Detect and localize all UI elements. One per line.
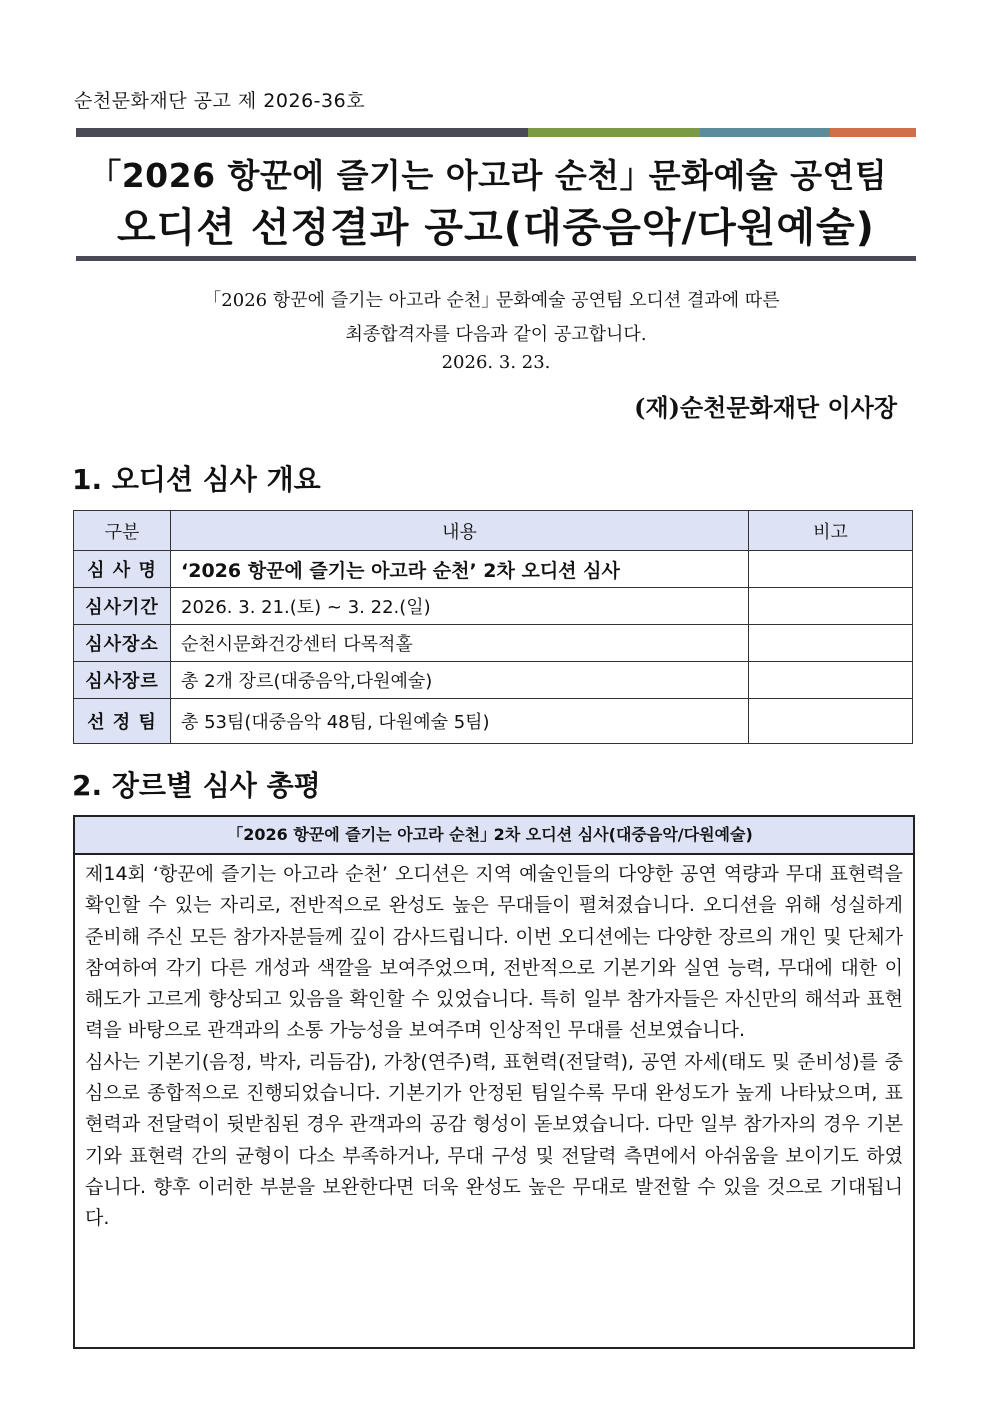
col-header-category: 구분 xyxy=(74,511,171,551)
table-header-row xyxy=(74,511,913,551)
header-color-bar xyxy=(76,128,916,137)
table-row xyxy=(74,625,913,662)
row-label: 심사기간 xyxy=(74,588,171,625)
color-bar-dark xyxy=(76,128,528,137)
intro-line2: 최종합격자를 다음과 같이 공고합니다. xyxy=(345,324,647,345)
row-label: 심 사 명 xyxy=(74,551,171,588)
row-value: 2026. 3. 21.(토) ~ 3. 22.(일) xyxy=(171,588,749,625)
color-bar-teal xyxy=(700,128,830,137)
notice-number: 순천문화재단 공고 제 2026-36호 xyxy=(74,90,366,112)
row-label: 선 정 팀 xyxy=(74,699,171,744)
row-label: 심사장소 xyxy=(74,625,171,662)
table-row xyxy=(74,662,913,699)
review-paragraph-1: 제14회 ‘항꾼에 즐기는 아고라 순천’ 오디션은 지역 예술인들의 다양한 공연 역량과 무대 표현력을 확인할 수 있는 자리로, 전반적으로 완성도 높은 무대들이 펼쳐졌습니다. 오디션을 위해 성실하게 준비해 주신 모든 참가자분들께 깊이 감사드립니다. 이번 오디션에는 다양한 장르의 개인 및 단체가 참여하여 각기 다른 개성과 색깔을 보여주었으며, 전반적으로 기본기와 실연 능력, 무대에 대한 이해도가 고르게 향상되고 있음을 확인할 수 있었습니다. 특히 일부 참가자들은 자신만의 해석과 표현력을 바탕으로 관객과의 소통 가능성을 보여주며 인상적인 무대를 선보였습니다. xyxy=(85,863,903,1042)
overview-table xyxy=(73,510,913,744)
title-divider xyxy=(76,256,916,261)
review-paragraph-2: 심사는 기본기(음정, 박자, 리듬감), 가창(연주)력, 표현력(전달력), 공연 자세(태도 및 준비성)를 중심으로 종합적으로 진행되었습니다. 기본기가 안정된 팀일수록 무대 완성도가 높게 나타났으며, 표현력과 전달력이 뒷받침된 경우 관객과의 공감 형성이 돋보였습니다. 다만 일부 참가자의 경우 기본기와 표현력 간의 균형이 다소 부족하거나, 무대 구성 및 전달력 측면에서 아쉬움을 보이기도 하였습니다. 향후 이러한 부분을 보완한다면 더욱 완성도 높은 무대로 발전할 수 있을 것으로 기대됩니다. xyxy=(85,1050,903,1230)
row-note xyxy=(749,551,913,588)
page-title-line2: 오디션 선정결과 공고(대중음악/다원예술) xyxy=(117,205,875,251)
row-value: 총 53팀(대중음악 48팀, 다원예술 5팀) xyxy=(171,699,749,744)
col-header-content: 내용 xyxy=(171,511,749,551)
notice-date: 2026. 3. 23. xyxy=(441,352,551,373)
page-title-line1: ｢2026 항꾼에 즐기는 아고라 순천｣ 문화예술 공연팀 xyxy=(104,156,888,195)
col-header-note: 비고 xyxy=(749,511,913,551)
table-row xyxy=(74,699,913,744)
row-note xyxy=(749,588,913,625)
row-note xyxy=(749,625,913,662)
review-body xyxy=(75,855,913,1235)
color-bar-green xyxy=(528,128,700,137)
signature: (재)순천문화재단 이사장 xyxy=(634,393,897,422)
table-row xyxy=(74,588,913,625)
review-box xyxy=(73,815,915,1349)
row-value: 순천시문화건강센터 다목적홀 xyxy=(171,625,749,662)
section2-heading: 2. 장르별 심사 총평 xyxy=(72,769,321,802)
section1-heading: 1. 오디션 심사 개요 xyxy=(72,463,321,496)
row-value: 총 2개 장르(대중음악,다원예술) xyxy=(171,662,749,699)
intro-line1: ｢2026 항꾼에 즐기는 아고라 순천｣ 문화예술 공연팀 오디션 결과에 따른 xyxy=(212,290,780,311)
row-note xyxy=(749,699,913,744)
color-bar-orange xyxy=(830,128,916,137)
row-label: 심사장르 xyxy=(74,662,171,699)
review-box-title: ｢2026 항꾼에 즐기는 아고라 순천｣ 2차 오디션 심사(대중음악/다원예술) xyxy=(75,817,913,855)
table-row xyxy=(74,551,913,588)
row-note xyxy=(749,662,913,699)
row-value: ‘2026 항꾼에 즐기는 아고라 순천’ 2차 오디션 심사 xyxy=(171,551,749,588)
